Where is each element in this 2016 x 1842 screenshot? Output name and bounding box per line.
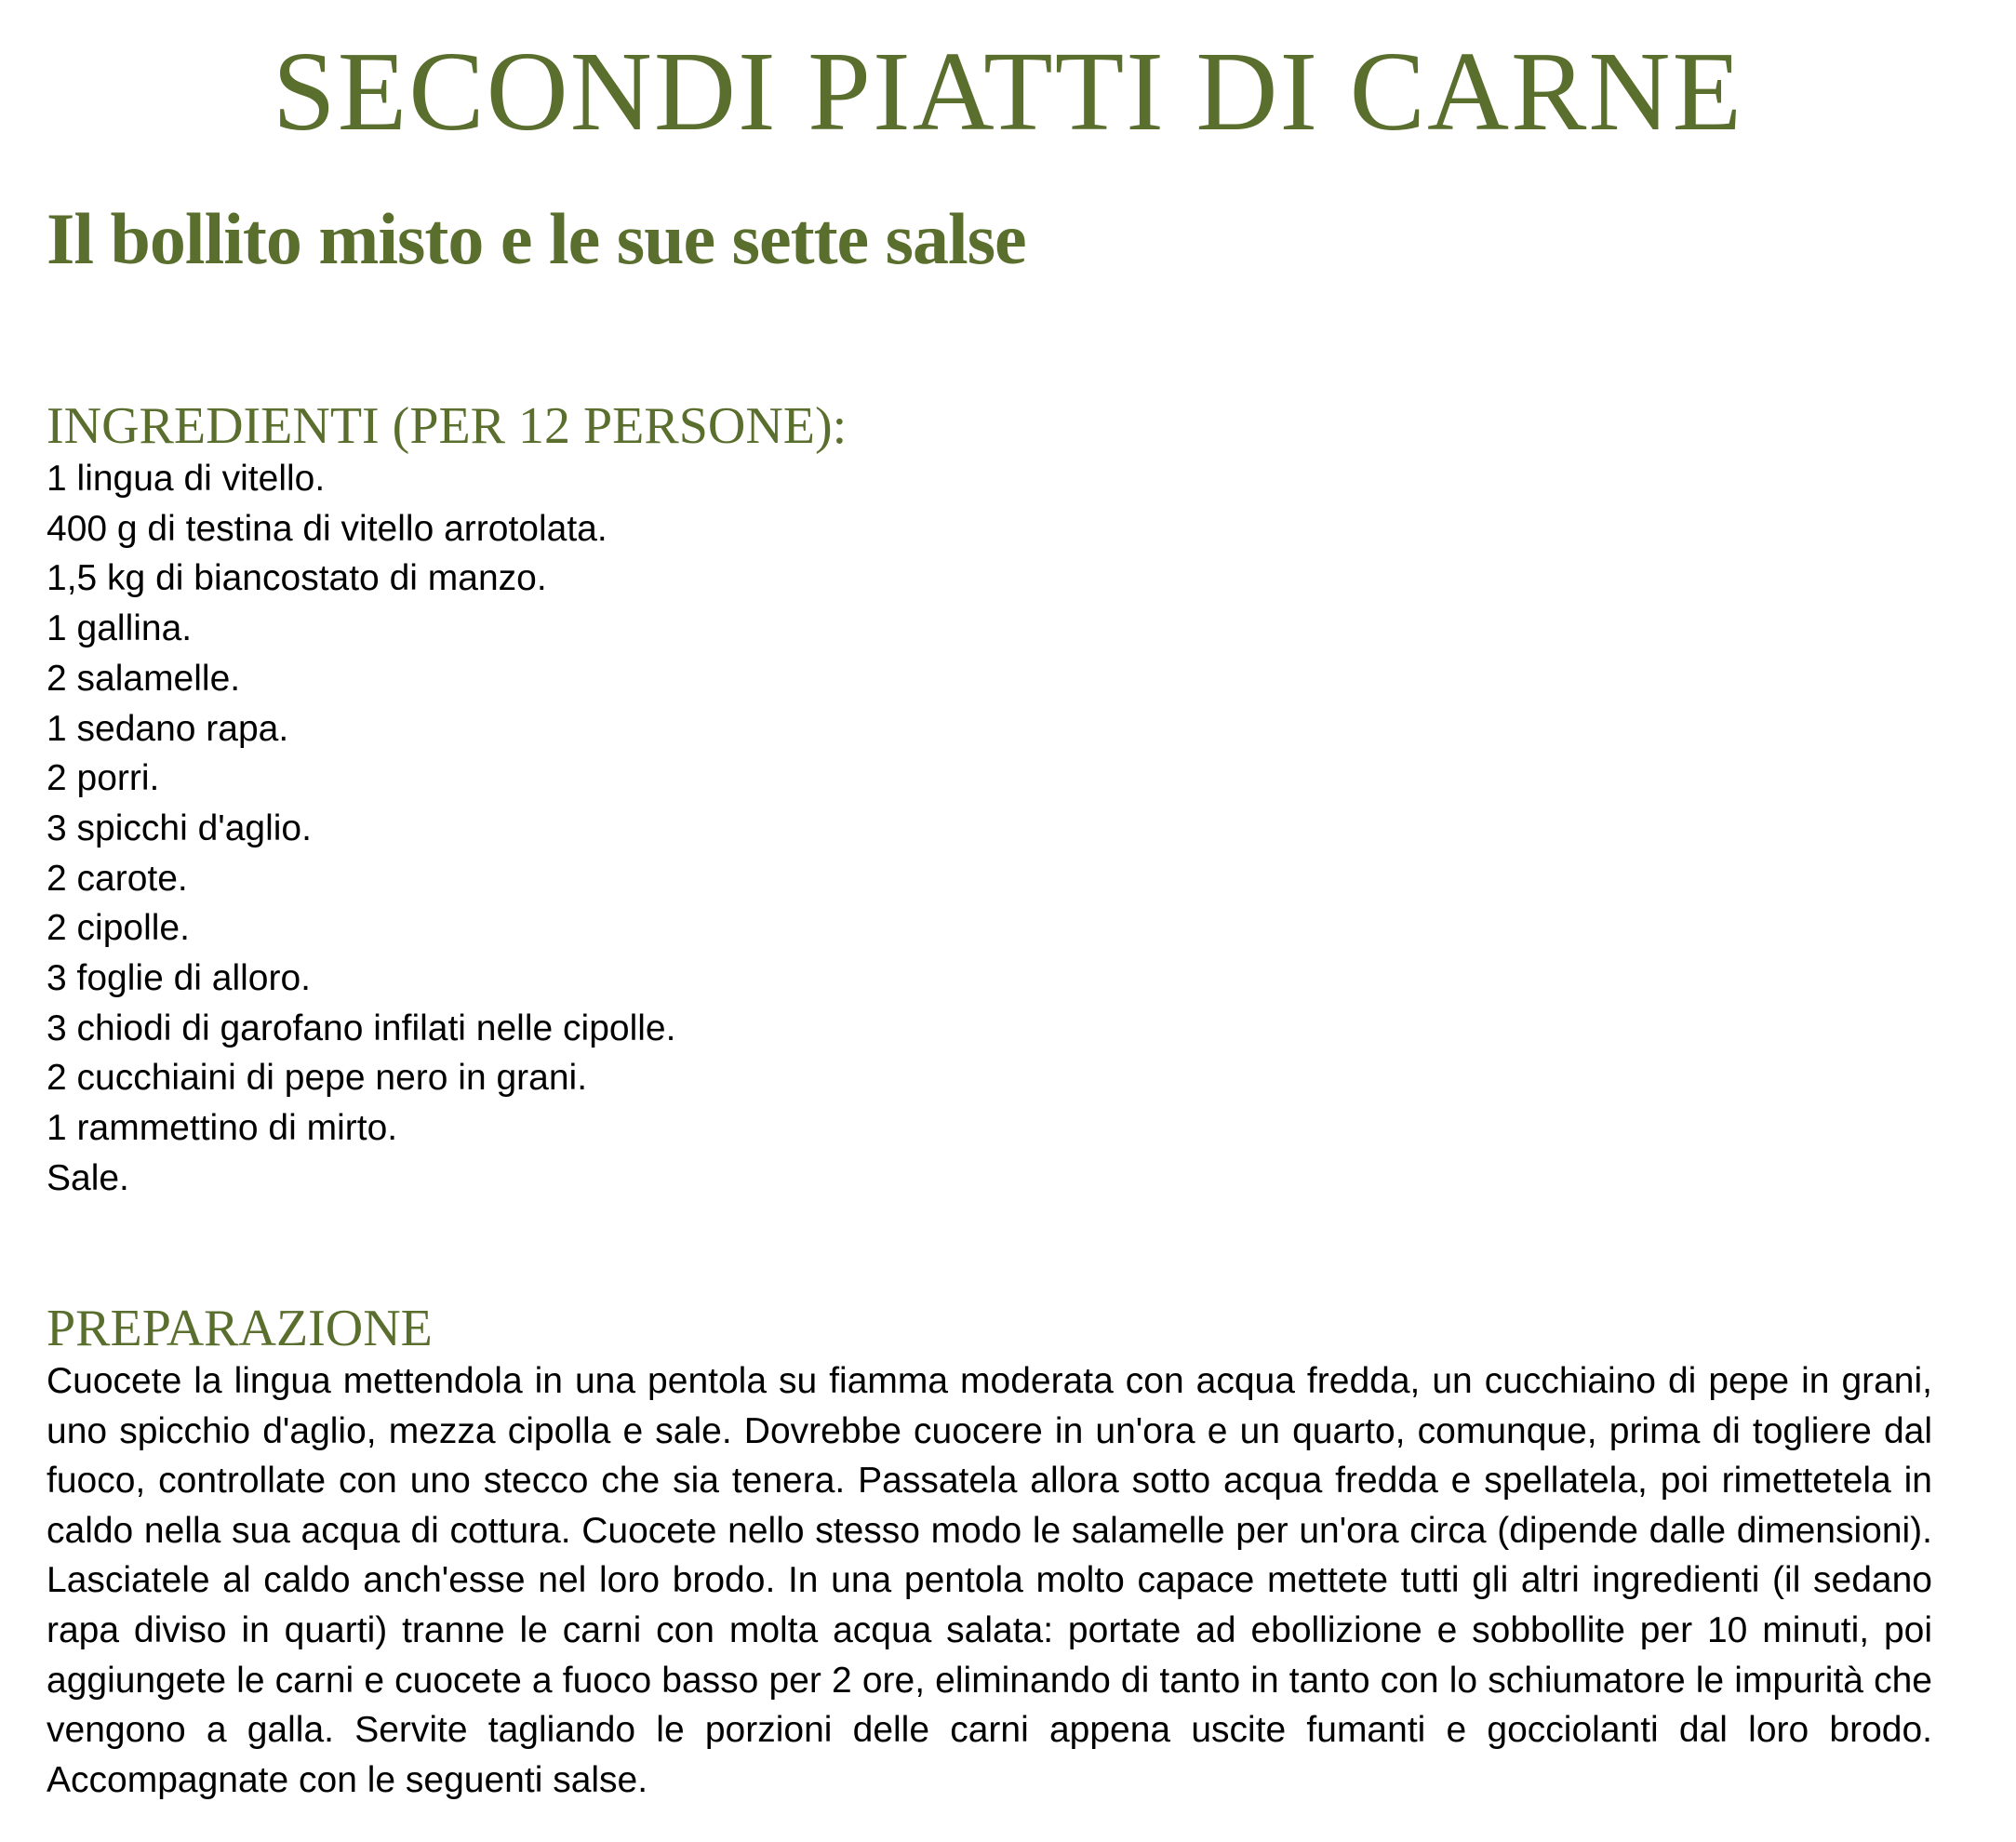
ingredient-item: 1 lingua di vitello.: [47, 459, 326, 499]
chapter-title: SECONDI PIATTI DI CARNE: [272, 29, 1744, 154]
ingredient-item: Sale.: [47, 1157, 129, 1198]
ingredient-item: 1 gallina.: [47, 608, 193, 649]
ingredient-item: 2 salamelle.: [47, 658, 241, 699]
preparation-text: Cuocete la lingua mettendola in una pentola su fiamma moderata con acqua fredda, un cucchiaino di pepe in grani, uno spicchio d'aglio, mezza cipolla e sale. Dovrebbe cuocere in un'ora e un quarto, comunque, prima di togliere dal fuoco, controllate con uno stecco che sia tenera. Passatela allora sotto acqua fredda e spellatela, poi rimettetela in caldo nella sua acqua di cottura. Cuocete nello stesso modo le salamelle per un'ora circa (dipende dalle dimensioni). Lasciatele al caldo anch'esse nel loro brodo. In una pentola molto capace mettete tutti gli altri ingredienti (il sedano rapa diviso in quarti) tranne le carni con molta acqua salata: portate ad ebollizione e sobbollite per 10 minuti, poi aggiungete le carni e cuocete a fuoco basso per 2 ore, eliminando di tanto in tanto con lo schiumatore le impurità che vengono a galla. Servite tagliando le porzioni delle carni appena uscite fumanti e gocciolanti dal loro brodo. Accompagnate con le seguenti salse.: [47, 1361, 1932, 1800]
recipe-title: Il bollito misto e le sue sette salse: [47, 198, 1026, 279]
ingredient-item: 1 rammettino di mirto.: [47, 1108, 398, 1149]
ingredients-heading: INGREDIENTI (PER 12 PERSONE):: [47, 397, 848, 455]
ingredient-item: 2 carote.: [47, 858, 188, 899]
ingredient-item: 2 porri.: [47, 758, 160, 799]
ingredient-item: 2 cucchiaini di pepe nero in grani.: [47, 1058, 588, 1099]
ingredient-item: 400 g di testina di vitello arrotolata.: [47, 508, 607, 549]
ingredient-item: 3 foglie di alloro.: [47, 958, 312, 999]
ingredient-item: 2 cipolle.: [47, 908, 190, 949]
ingredient-item: 1 sedano rapa.: [47, 708, 289, 749]
ingredient-list: [47, 454, 675, 1204]
preparation-heading: PREPARAZIONE: [47, 1300, 433, 1357]
ingredient-item: 3 spicchi d'aglio.: [47, 808, 312, 848]
ingredient-item: 1,5 kg di biancostato di manzo.: [47, 558, 547, 599]
ingredient-item: 3 chiodi di garofano infilati nelle cipolle.: [47, 1008, 676, 1048]
